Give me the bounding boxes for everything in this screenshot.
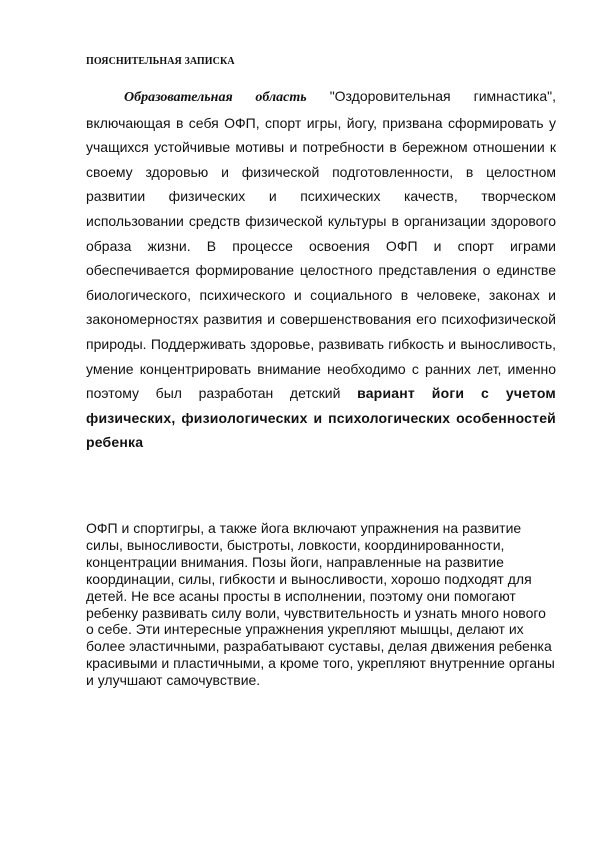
educational-area-label: Образовательная область (124, 90, 307, 105)
intro-paragraph-text: "Оздоровительная гимнастика", включающая в себя ОФП, спорт игры, йогу, призвана сформировать у учащихся устойчивые мотивы и потребности в бережном отношении к своему здоровью и физической подготовленности, в целостном развитии физических и психических качеств, творческом использовании средств физической культуры в организации здорового образа жизни. В процессе освоения ОФП и спорт играми обеспечивается формирование целостного представления о единстве биологического, психического и социального в человеке, законах и закономерностях развития и совершенствования его психофизической природы. Поддерживать здоровье, развивать гибкость и выносливость, умение концентрировать внимание необходимо с ранних лет, именно поэтому был разработан детский (86, 88, 557, 402)
document-heading: ПОЯСНИТЕЛЬНАЯ ЗАПИСКА (86, 56, 235, 67)
intro-paragraph (86, 84, 556, 455)
intro-paragraph-bold-tail: вариант йоги с учетом физических, физиологических и психологических особенностей ребенка (86, 385, 556, 451)
exercises-paragraph: ОФП и спортигры, а также йога включают упражнения на развитие силы, выносливости, быстроты, ловкости, координированности, концентрации внимания. Позы йоги, направленные на развитие координации, силы, гибкости и выносливости, хорошо подходят для детей. Не все асаны просты в исполнении, поэтому они помогают ребенку развивать силу воли, чувствительность и узнать много нового о себе. Эти интересные упражнения укрепляют мышцы, делают их более эластичными, разрабатывают суставы, делая движения ребенка красивыми и пластичными, а кроме того, укрепляют внутренние органы и улучшают самочувствие. (86, 520, 555, 689)
